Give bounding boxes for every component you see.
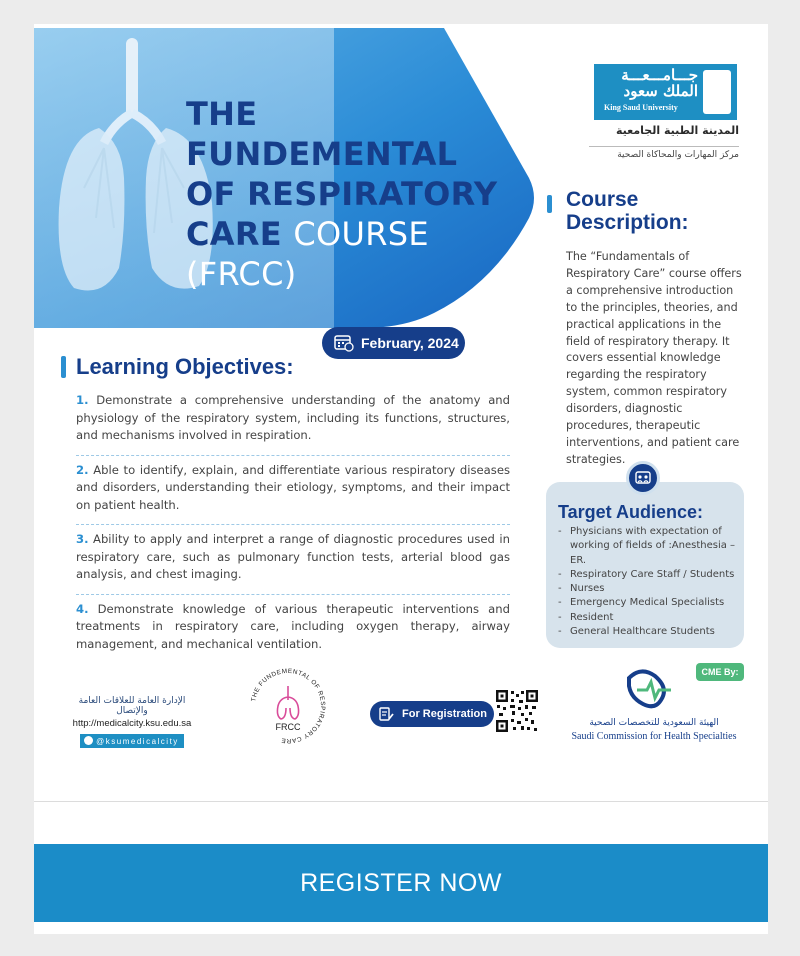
- learning-objectives-title: Learning Objectives:: [76, 354, 294, 379]
- hero-banner: [34, 28, 544, 330]
- objective-item: [76, 390, 510, 452]
- objective-text: Ability to apply and interpret a range of diagnostic procedures used in respiratory care, such as pulmonary function tests, arterial blood gas analysis, and chest imaging.: [76, 532, 511, 581]
- calendar-icon: [334, 334, 354, 352]
- date-badge: [322, 327, 465, 359]
- dashed-divider: [76, 524, 510, 525]
- title-care: CARE: [186, 215, 282, 253]
- social-handle-text: @ksumedicalcity: [96, 737, 179, 746]
- objective-text: Demonstrate knowledge of various therapeutic interventions and treatments in respiratory care, including oxygen therapy, airway management, and mechanical ventilation.: [76, 601, 510, 651]
- learning-objectives-heading: [76, 353, 294, 381]
- footer-divider: [34, 801, 768, 802]
- title-line-4: [186, 214, 497, 254]
- ksu-arabic-name: جـــامـــعـــة الملك سعود: [621, 66, 698, 100]
- audience-item: - General Healthcare Students: [558, 625, 738, 639]
- dashed-divider: [76, 594, 510, 595]
- dashed-divider: [76, 455, 510, 456]
- audience-item: - Respiratory Care Staff / Students: [558, 568, 738, 582]
- scfhs-arabic-name: الهيئة السعودية للتخصصات الصحية: [589, 718, 719, 728]
- ksu-logo[interactable]: [594, 64, 737, 120]
- twitter-icon: [84, 736, 93, 745]
- objective-number: 4.: [76, 601, 89, 616]
- ksu-english-name: King Saud University: [604, 103, 678, 112]
- title-line-3: OF RESPIRATORY: [186, 175, 498, 213]
- scfhs-english-name: Saudi Commission for Health Specialties: [571, 731, 737, 742]
- objective-text: Demonstrate a comprehensive understanding of the anatomy and physiology of the respiratory system, including its functions, structures, and mechanisms involved in respiration.: [76, 393, 510, 442]
- registration-label: For Registration: [402, 708, 487, 720]
- objective-item: [76, 529, 510, 591]
- course-date: February, 2024: [361, 335, 459, 351]
- objective-item: [76, 460, 510, 522]
- course-description-title-2: Description:: [566, 211, 689, 234]
- contact-block: [62, 696, 202, 748]
- objectives-list: [76, 390, 510, 660]
- for-registration-button[interactable]: [370, 701, 494, 727]
- scfhs-logo: [619, 664, 689, 716]
- objective-text: Able to identify, explain, and differentiate various respiratory diseases and disorders, understanding their etiology, symptoms, and their impact on patient health.: [76, 462, 510, 512]
- seal-ring-text: THE FUNDEMENTAL OF RESPIRATORY CARE: [250, 667, 327, 745]
- target-audience-panel: [546, 482, 744, 648]
- course-title: [186, 94, 497, 294]
- audience-item: - Physicians with expectation of working of fields of :Anesthesia – ER.: [558, 525, 738, 568]
- flyer: [34, 24, 768, 934]
- heading-accent-bar: [61, 356, 66, 378]
- lungs-icon: [277, 686, 298, 719]
- ksu-seal-icon: [703, 70, 731, 114]
- pr-department-name: الإدارة العامة للعلاقات العامة والإتصال: [78, 696, 186, 716]
- target-audience-title: Target Audience:: [558, 502, 704, 522]
- course-description-text: The “Fundamentals of Respiratory Care” course offers a comprehensive introduction to the principles, theories, and practical applications in the field of respiratory therapy. It covers essential knowledge regarding the respiratory system, common respiratory disorders, diagnostic procedures, therapeutic interventions, and patient care strategies.: [566, 250, 742, 466]
- website-link[interactable]: http://medicalcity.ksu.edu.sa: [72, 718, 192, 729]
- medical-city-name: المدينة الطبية الجامعية: [616, 124, 739, 137]
- audience-item: - Nurses: [558, 582, 738, 596]
- simulation-center-name: مركز المهارات والمحاكاة الصحية: [589, 146, 739, 160]
- title-line-1: THE: [186, 95, 258, 133]
- title-abbreviation: (FRCC): [186, 255, 297, 293]
- register-now-button[interactable]: REGISTER NOW: [34, 844, 768, 922]
- title-course: COURSE: [293, 215, 429, 253]
- objective-number: 3.: [76, 532, 89, 546]
- target-audience-list: [558, 525, 738, 639]
- objective-number: 1.: [76, 393, 89, 407]
- cme-badge: CME By:: [696, 663, 744, 681]
- objective-number: 2.: [76, 462, 89, 477]
- svg-text:THE FUNDEMENTAL OF RESPIRATORY: [250, 668, 326, 744]
- course-description-title-1: Course: [566, 188, 639, 211]
- title-line-2: FUNDEMENTAL: [186, 135, 458, 173]
- audience-item: - Emergency Medical Specialists: [558, 596, 738, 610]
- social-handle[interactable]: [80, 734, 184, 748]
- audience-item: - Resident: [558, 611, 738, 625]
- objective-item: [76, 599, 510, 661]
- clipboard-pen-icon: [378, 706, 394, 722]
- audience-icon: [626, 461, 660, 495]
- registration-qr-code[interactable]: [494, 688, 540, 734]
- frcc-seal-logo: [246, 664, 330, 748]
- course-description-heading: [566, 188, 689, 234]
- seal-label: FRCC: [275, 722, 301, 732]
- heading-accent-bar: [547, 195, 552, 213]
